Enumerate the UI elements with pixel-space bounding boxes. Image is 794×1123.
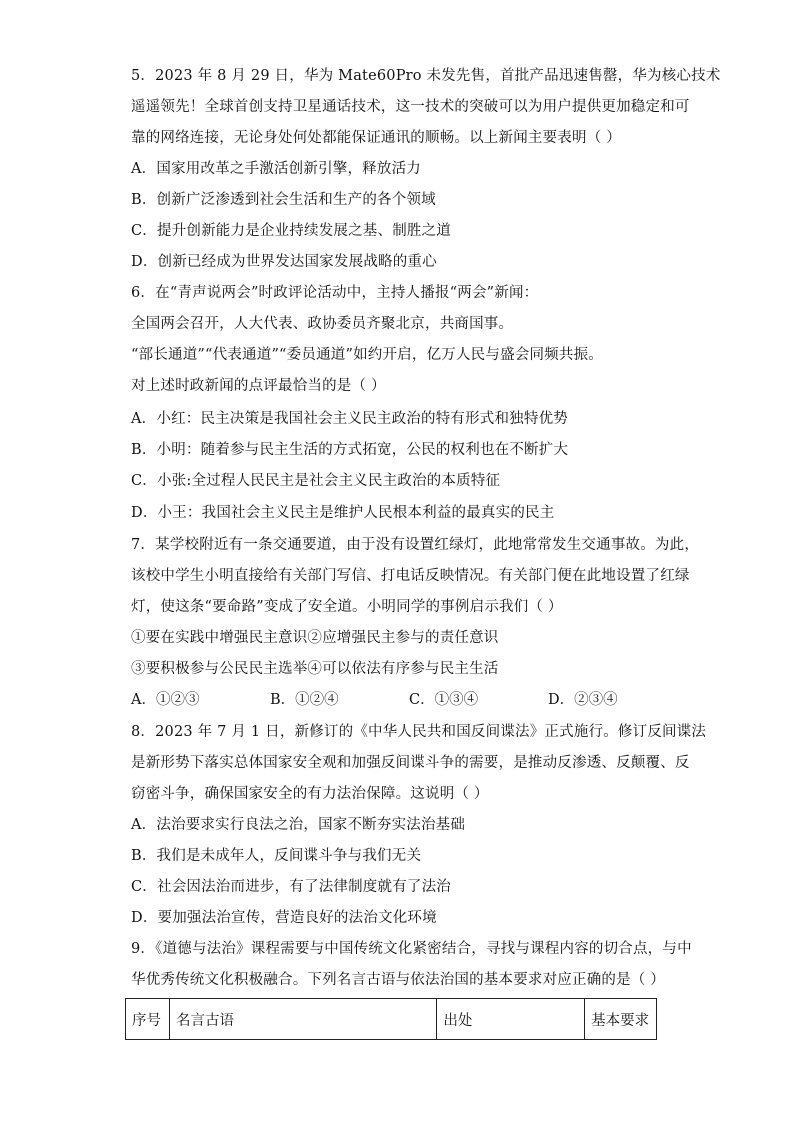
q8-stem-line-1: 8．2023 年 7 月 1 日，新修订的《中华人民共和国反间谍法》正式施行。修订反间谍法 xyxy=(131,724,707,740)
q6-option-d: D．小王：我国社会主义民主是维护人民根本利益的最真实的民主 xyxy=(131,505,555,521)
q6-option-b: B．小明：随着参与民主生活的方式拓宽，公民的权利也在不断扩大 xyxy=(131,442,569,458)
q8-option-c: C．社会因法治而进步，有了法律制度就有了法治 xyxy=(131,879,451,895)
q6-news-line-2: “部长通道”“代表通道”“委员通道”如约开启，亿万人民与盛会同频共振。 xyxy=(131,347,603,363)
q6-news-line-1: 全国两会召开，人大代表、政协委员齐聚北京，共商国事。 xyxy=(131,316,514,332)
q9-stem-line-2: 华优秀传统文化积极融合。下列名言古语与依法治国的基本要求对应正确的是（ ） xyxy=(131,972,666,988)
q8-stem-line-2: 是新形势下落实总体国家安全观和加强反间谍斗争的需要，是推动反渗透、反颠覆、反 xyxy=(131,755,690,771)
q6-question: 对上述时政新闻的点评最恰当的是（ ） xyxy=(131,378,386,394)
q5-option-a: A．国家用改革之手激活创新引擎，释放活力 xyxy=(131,161,421,177)
q6-stem-line-1: 6．在“青声说两会”时政评论活动中，主持人播报“两会”新闻： xyxy=(131,285,539,301)
q7-stem-line-3: 灯，使这条“要命路”变成了安全道。小明同学的事例启示我们（ ） xyxy=(131,599,563,615)
q8-option-d: D．要加强法治宣传，营造良好的法治文化环境 xyxy=(131,910,437,926)
q7-statements-2: ③要积极参与公民民主选举④可以依法有序参与民主生活 xyxy=(131,661,499,677)
table-header-source: 出处 xyxy=(437,999,585,1040)
q5-stem-line-1: 5．2023 年 8 月 29 日，华为 Mate60Pro 未发先售，首批产品迅速售罄，华为核心技术 xyxy=(131,68,721,84)
q5-stem-line-2: 遥遥领先！全球首创支持卫星通话技术，这一技术的突破可以为用户提供更加稳定和可 xyxy=(131,99,690,115)
q7-option-d: D．②③④ xyxy=(548,692,618,708)
q9-table xyxy=(125,998,657,1040)
table-header-row xyxy=(126,999,657,1040)
table-header-quote: 名言古语 xyxy=(169,999,436,1040)
q8-stem-line-3: 窃密斗争，确保国家安全的有力法治保障。这说明（ ） xyxy=(131,786,489,802)
q8-option-b: B．我们是未成年人，反间谍斗争与我们无关 xyxy=(131,848,422,864)
q9-stem-line-1: 9．《道德与法治》课程需要与中国传统文化紧密结合，寻找与课程内容的切合点，与中 xyxy=(131,941,692,957)
q7-stem-line-1: 7．某学校附近有一条交通要道，由于没有设置红绿灯，此地常常发生交通事故。为此， xyxy=(131,537,700,553)
table-header-no: 序号 xyxy=(126,999,170,1040)
q5-stem-line-3: 靠的网络连接，无论身处何处都能保证通讯的顺畅。以上新闻主要表明（ ） xyxy=(131,130,621,146)
q5-option-b: B．创新广泛渗透到社会生活和生产的各个领域 xyxy=(131,192,436,208)
q7-option-c: C．①③④ xyxy=(409,692,479,708)
q7-stem-line-2: 该校中学生小明直接给有关部门写信、打电话反映情况。有关部门便在此地设置了红绿 xyxy=(131,568,690,584)
table-header-requirement: 基本要求 xyxy=(585,999,657,1040)
q6-option-a: A．小红：民主决策是我国社会主义民主政治的特有形式和独特优势 xyxy=(131,411,568,427)
q8-option-a: A．法治要求实行良法之治，国家不断夯实法治基础 xyxy=(131,817,466,833)
q5-option-c: C．提升创新能力是企业持续发展之基、制胜之道 xyxy=(131,223,451,239)
q7-option-b: B．①②④ xyxy=(270,692,339,708)
q7-option-a: A．①②③ xyxy=(131,692,200,708)
q7-statements-1: ①要在实践中增强民主意识②应增强民主参与的责任意识 xyxy=(131,630,499,646)
q6-option-c: C．小张:全过程人民民主是社会主义民主政治的本质特征 xyxy=(131,473,501,489)
q5-option-d: D．创新已经成为世界发达国家发展战略的重心 xyxy=(131,254,437,270)
